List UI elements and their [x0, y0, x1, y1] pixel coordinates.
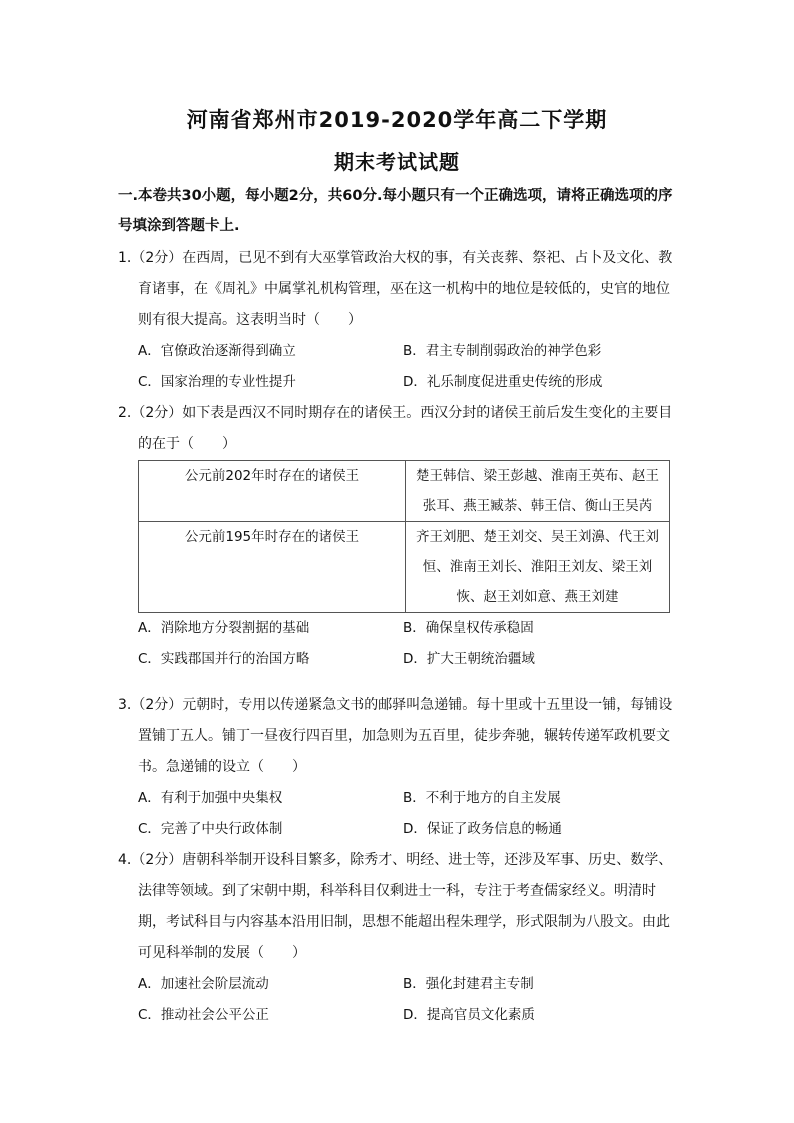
question-2 [118, 398, 678, 675]
option-a: A．消除地方分裂割据的基础 [138, 620, 310, 636]
question-options [118, 783, 678, 845]
option-d: D．提高官员文化素质 [403, 1007, 535, 1023]
table-cell: 楚王韩信、梁王彭越、淮南王英布、赵王张耳、燕王臧荼、韩王信、衡山王吴芮 [406, 461, 670, 522]
option-b: B．不利于地方的自主发展 [403, 790, 561, 806]
option-b: B．君主专制削弱政治的神学色彩 [403, 343, 602, 359]
table-row [139, 522, 670, 613]
question-stem: 4.（2分）唐朝科举制开设科目繁多，除秀才、明经、进士等，还涉及军事、历史、数学、法律等领域。到了宋朝中期，科举科目仅剩进士一科，专注于考查儒家经义。明清时期，考试科目与内容基本沿用旧制，思想不能超出程朱理学，形式限制为八股文。由此可见科举制的发展（ ） [118, 852, 673, 961]
option-a: A．有利于加强中央集权 [138, 790, 283, 806]
option-c: C．实践郡国并行的治国方略 [138, 651, 310, 667]
question-1 [118, 243, 678, 398]
option-a: A．官僚政治逐渐得到确立 [138, 343, 296, 359]
option-b: B．确保皇权传承稳固 [403, 620, 534, 636]
option-c: C．国家治理的专业性提升 [138, 374, 296, 390]
vassal-kings-table [138, 460, 670, 613]
exam-title: 河南省郑州市2019-2020学年高二下学期 [186, 108, 608, 132]
question-stem: 1.（2分）在西周，已见不到有大巫掌管政治大权的事，有关丧葬、祭祀、占卜及文化、教育诸事，在《周礼》中属掌礼机构管理，巫在这一机构中的地位是较低的，史官的地位则有很大提高。这表明当时（ ） [118, 250, 673, 328]
exam-subtitle: 期末考试试题 [334, 150, 460, 174]
option-c: C．完善了中央行政体制 [138, 821, 283, 837]
option-d: D．保证了政务信息的畅通 [403, 821, 562, 837]
question-options [118, 969, 678, 1031]
option-d: D．礼乐制度促进重史传统的形成 [403, 374, 603, 390]
question-stem: 3.（2分）元朝时，专用以传递紧急文书的邮驿叫急递铺。每十里或十五里设一铺，每铺设置铺丁五人。铺丁一昼夜行四百里，加急则为五百里，徒步奔驰，辗转传递军政机要文书。急递铺的设立（ ） [118, 697, 673, 775]
table-cell: 公元前195年时存在的诸侯王 [139, 522, 406, 613]
section-instructions: 一.本卷共30小题，每小题2分，共60分.每小题只有一个正确选项，请将正确选项的序号填涂到答题卡上. [118, 188, 673, 234]
option-b: B．强化封建君主专制 [403, 976, 534, 992]
question-stem: 2.（2分）如下表是西汉不同时期存在的诸侯王。西汉分封的诸侯王前后发生变化的主要目的在于（ ） [118, 405, 673, 452]
table-row [139, 461, 670, 522]
question-options [118, 336, 678, 398]
table-cell: 公元前202年时存在的诸侯王 [139, 461, 406, 522]
question-options [118, 613, 678, 675]
table-cell: 齐王刘肥、楚王刘交、吴王刘濞、代王刘恒、淮南王刘长、淮阳王刘友、梁王刘恢、赵王刘如意、燕王刘建 [406, 522, 670, 613]
option-d: D．扩大王朝统治疆域 [403, 651, 535, 667]
option-c: C．推动社会公平公正 [138, 1007, 269, 1023]
option-a: A．加速社会阶层流动 [138, 976, 269, 992]
question-3 [118, 690, 678, 845]
question-4 [118, 845, 678, 1031]
